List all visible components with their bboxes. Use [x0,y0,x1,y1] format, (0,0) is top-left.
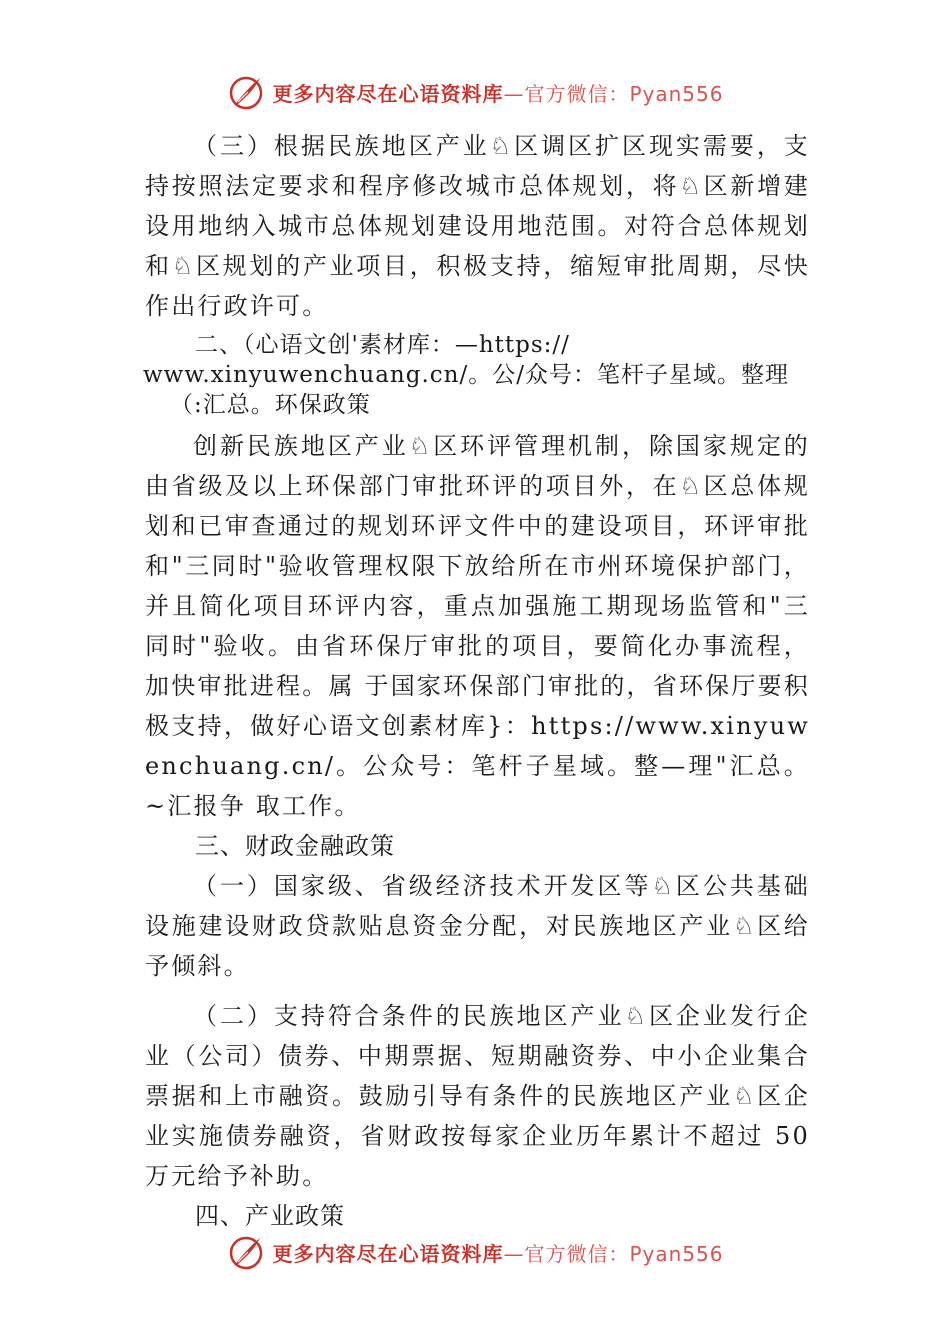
paragraph-bond-financing: （二）支持符合条件的民族地区产业♘区企业发行企业（公司）债券、中期票据、短期融资券、中小企业集合票据和上市融资。鼓励引导有条件的民族地区产业♘区企业实施债券融资，省财政按每家企业历年累计不超过 50 万元给予补助。 [145,1002,810,1190]
section-environment-heading [145,330,810,420]
footer-watermark-banner [0,1232,950,1272]
section-heading-line: （:汇总。环保政策 [170,392,371,418]
paragraph-finance-subsidy: （一）国家级、省级经济技术开发区等♘区公共基础设施建设财政贷款贴息资金分配，对民族地区产业♘区给予倾斜。 [145,872,810,980]
paragraph-environment-policy: 创新民族地区产业♘区环评管理机制，除国家规定的由省级及以上环保部门审批环评的项目外，在♘区总体规划和已审查通过的规划环评文件中的建设项目，环评审批和"三同时"验收管理权限下放给所在市州环境保护部门，并且简化项目环评内容，重点加强施工期现场监管和"三同时"验收。由省环保厅审批的项目，要简化办事流程，加快审批进程。属 于国家环保部门审批的，省环保厅要积极支持，做好心语文创素材库}：https://www.xinyuwenchuang.cn/。公众号：笔杆子星域。整—理"汇总。~汇报争 取工作。 [145,432,810,820]
watermark-text: 更多内容尽在心语资料库—官方微信：Pyan556 [272,1241,724,1266]
heading-finance-policy: 三、财政金融政策 [195,832,395,860]
section-heading-line: 二、（心语文创'素材库：—https:// [195,332,570,358]
watermark-text: 更多内容尽在心语资料库—官方微信：Pyan556 [272,81,724,106]
quill-logo-icon [226,1232,266,1272]
header-watermark-banner [0,72,950,112]
section-heading-line: www.xinyuwenchuang.cn/。公/众号：笔杆子星域。整理 [143,362,789,388]
heading-industry-policy: 四、产业政策 [195,1202,345,1230]
paragraph-zone-planning: （三）根据民族地区产业♘区调区扩区现实需要，支持按照法定要求和程序修改城市总体规划，将♘区新增建设用地纳入城市总体规划建设用地范围。对符合总体规划和♘区规划的产业项目，积极支持，缩短审批周期，尽快作出行政许可。 [145,132,810,320]
document-body [145,126,810,1236]
quill-logo-icon [226,72,266,112]
